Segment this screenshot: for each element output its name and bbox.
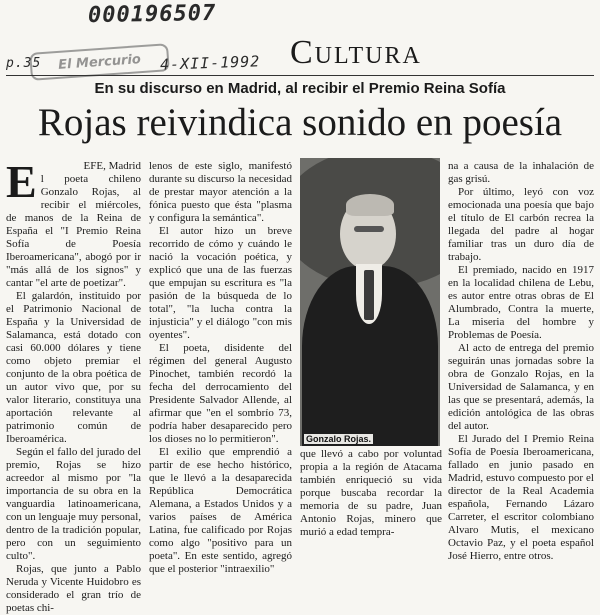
article-paragraph: que llevó a cabo por voluntad propia a la región de Atacama también enriqueció su vida porque buscaba recordar la memoria de su padre, Juan Antonio Rojas, minero que murió a edad tempra- (300, 448, 442, 538)
article-headline: Rojas reivindica sonido en poesía (37, 101, 563, 144)
article-paragraph: EFE, Madrid l poeta chileno Gonzalo Rojas, al recibir el miércoles, de manos de la Reina de España el "I Premio Reina Sofía de Poesía Iberoamericana", abogó por ir "más allá de los signos" y cantar "el arte de poetizar". (6, 160, 141, 289)
article-paragraph: Según el fallo del jurado del premio, Rojas se hizo acreedor al mismo por "la importancia de su obra en la vanguardia latinoamericana, con un lenguaje muy personal, dentro de la tradición popular, pero con un seguimiento culto". (6, 446, 141, 562)
article-paragraph: Rojas, que junto a Pablo Neruda y Vicente Huidobro es considerado el gran trío de poetas chi- (6, 563, 141, 614)
article-paragraph: El poeta, disidente del régimen del general Augusto Pinochet, también recordó la fecha del derrocamiento del Presidente Salvador Allende, al afirmar que "en el sombrío 73, podría haber desaparecido pero los dioses no lo permitieron". (149, 342, 292, 445)
heading-rule (6, 75, 594, 76)
article-column-2 (149, 160, 292, 576)
article-subtitle: En su discurso en Madrid, al recibir el Premio Reina Sofía (94, 80, 506, 97)
article-column-1 (6, 156, 141, 615)
drop-cap: E (6, 156, 37, 207)
article-column-4 (300, 448, 442, 539)
handwritten-page-number: p.35 (6, 56, 42, 71)
dateline: EFE, Madrid (83, 160, 141, 172)
article-paragraph: na a causa de la inhalación de gas grisú. (448, 160, 594, 185)
handwritten-date: 4-XII-1992 (159, 52, 261, 74)
handwritten-reference-number: 000196507 (87, 0, 217, 29)
article-paragraph: lenos de este siglo, manifestó durante su discurso la necesidad de prestar mayor atención a la fónica puesto que ésta "plasma y configura la semántica". (149, 160, 292, 224)
article-paragraph: El autor hizo un breve recorrido de cómo y cuándo le nació la vocación poética, y explicó que una de las fuerzas que empujan su escritura es "la pasión de la búsqueda de lo total", "la lucha contra la injusticia" y el diálogo "con mis oyentes". (149, 225, 292, 341)
photo-caption: Gonzalo Rojas. (306, 434, 372, 444)
portrait-photo (300, 158, 440, 446)
article-paragraph: El exilio que emprendió a partir de ese hecho histórico, que le llevó a la desaparecida República Democrática Alemana, a Estados Unidos y a varios países de América Latina, fue calificado por Rojas como algo "positivo para un poeta". En este sentido, agregó que el posterior "intraexilio" (149, 446, 292, 575)
article-column-3 (448, 160, 594, 563)
article-paragraph: Por último, leyó con voz emocionada una poesía que bajo el título de El carbón recrea la llegada del padre al hogar familiar tras un duro día de trabajo. (448, 186, 594, 263)
article-paragraph: El premiado, nacido en 1917 en la localidad chilena de Lebu, es autor entre otras obras de El Alumbrado, Contra la muerte, La miseria del hombre y Problemas de Poesía. (448, 264, 594, 341)
article-paragraph: El galardón, instituido por el Patrimonio Nacional de España y la Universidad de Salamanca, está dotado con casi 60.000 dólares y tiene como objeto premiar el conjunto de la obra poética de un autor vivo que, por su valor literario, constituya una aportación relevante al patrimonio común de Iberoamérica. (6, 290, 141, 445)
newspaper-stamp: El Mercurio (29, 43, 170, 81)
article-paragraph: El Jurado del I Premio Reina Sofía de Poesía Iberoamericana, fallado en junio pasado en Madrid, estuvo compuesto por el director de la Real Academia española, Fernando Lázaro Carreter, el escritor colombiano Alvaro Mutis, el mexicano Octavio Paz, y el poeta español José Hierro, entre otros. (448, 433, 594, 562)
article-paragraph: Al acto de entrega del premio seguirán unas jornadas sobre la obra de Gonzalo Rojas, en la Universidad de Salamanca, y en las que se presentará, además, la edición antológica de las obras del autor. (448, 342, 594, 432)
section-heading: Cultura (290, 34, 422, 71)
